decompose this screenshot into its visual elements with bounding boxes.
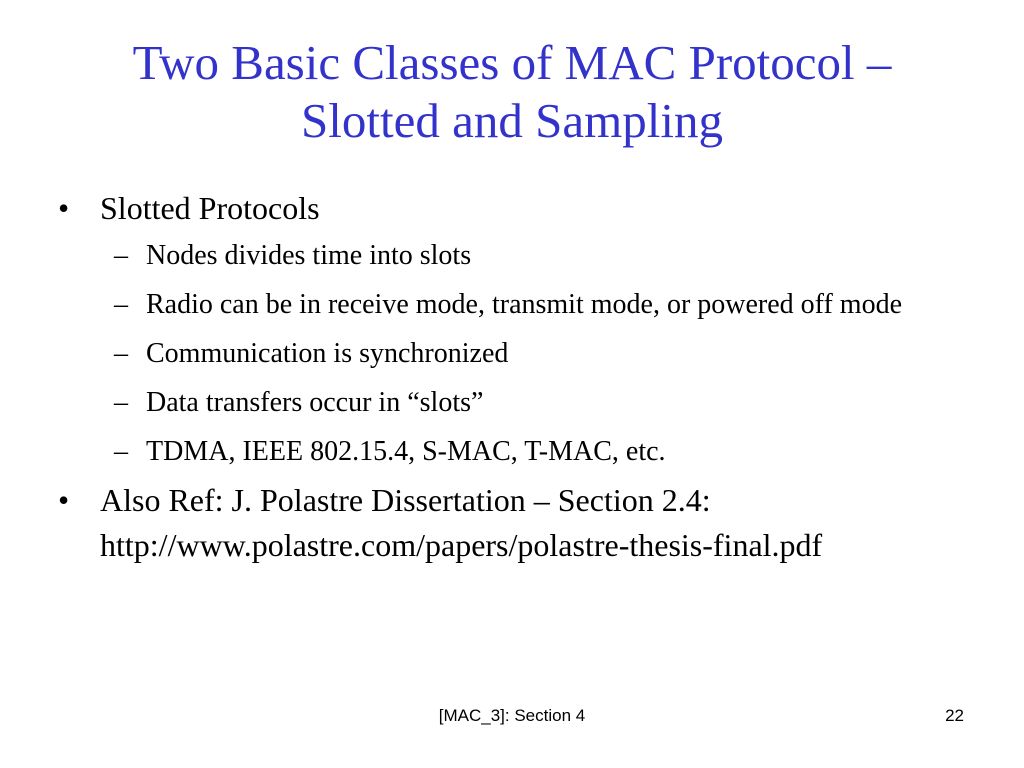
sub-bullet-synchronized [58,333,988,374]
bullet-text: Also Ref: J. Polastre Dissertation – Section 2.4: http://www.polastre.com/papers/polastre-thesis-final.pdf [100,482,823,563]
bullet-slotted-protocols [58,186,988,231]
slide-body [58,186,988,568]
sub-bullet-slots [58,235,988,276]
dash-glyph: – [114,289,128,320]
dash-glyph: – [114,436,128,467]
sub-bullet-radio-modes [58,284,988,325]
sub-bullet-text: TDMA, IEEE 802.15.4, S-MAC, T-MAC, etc. [146,436,666,467]
dash-glyph: – [114,240,128,271]
footer-text: [MAC_3]: Section 4 [438,706,586,725]
slotted-protocols-sublist [58,235,988,472]
page-number: 22 [945,706,964,725]
bullet-text: Slotted Protocols [100,190,320,226]
bullet-glyph: • [58,482,70,518]
slide-title [40,34,984,150]
sub-bullet-text: Data transfers occur in “slots” [146,387,484,418]
sub-bullet-text: Nodes divides time into slots [146,240,472,271]
bullet-glyph: • [58,190,70,226]
slide-title-line-2: Slotted and Sampling [301,93,723,148]
sub-bullet-text: Radio can be in receive mode, transmit mode, or powered off mode [146,289,903,320]
slide-title-line-1: Two Basic Classes of MAC Protocol – [132,35,892,90]
sub-bullet-examples [58,431,988,472]
sub-bullet-text: Communication is synchronized [146,338,509,369]
dash-glyph: – [114,387,128,418]
dash-glyph: – [114,338,128,369]
sub-bullet-data-transfers [58,382,988,423]
bullet-also-ref [58,478,988,568]
